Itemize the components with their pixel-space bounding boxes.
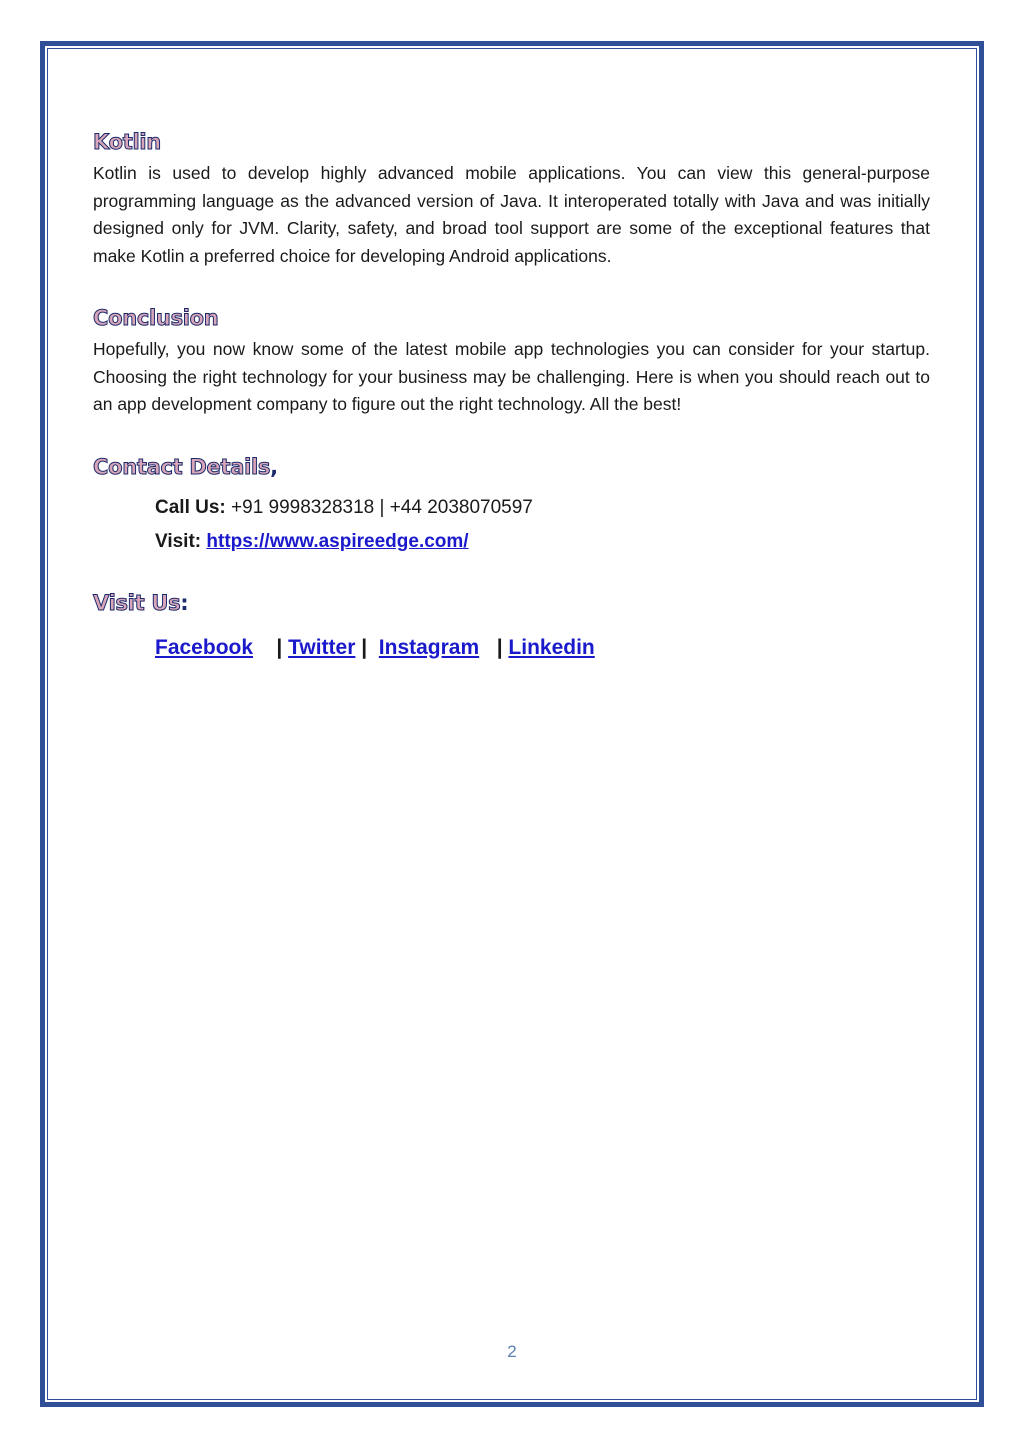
visit-us-section — [93, 589, 930, 663]
visit-label: Visit: — [155, 530, 202, 552]
visit-us-heading: Visit Us — [93, 590, 181, 615]
conclusion-paragraph: Hopefully, you now know some of the latest mobile app technologies you can consider for your startup. Choosing the right technology for your business may be challenging. Here is when you should reach out to an app development company to figure out the right technology. All the best! — [93, 339, 930, 414]
kotlin-section — [93, 128, 930, 270]
contact-block — [93, 491, 930, 559]
website-link[interactable]: https://www.aspireedge.com/ — [206, 530, 469, 552]
call-us-label: Call Us: — [155, 496, 226, 518]
conclusion-section — [93, 304, 930, 419]
contact-heading: Contact Details — [93, 454, 271, 479]
call-us-line — [155, 491, 930, 525]
linkedin-link[interactable]: Linkedin — [508, 635, 595, 659]
page-number: 2 — [507, 1342, 517, 1361]
visit-line — [155, 525, 930, 559]
visit-us-heading-row — [93, 589, 930, 617]
separator: | — [276, 635, 283, 659]
separator: | — [496, 635, 503, 659]
separator: | — [361, 635, 368, 659]
contact-heading-row — [93, 453, 930, 481]
kotlin-paragraph: Kotlin is used to develop highly advanced mobile applications. You can view this general-purpose programming language as the advanced version of Java. It interoperated totally with Java and was initially designed only for JVM. Clarity, safety, and broad tool support are some of the exceptional features that make Kotlin a preferred choice for developing Android applications. — [93, 163, 930, 266]
conclusion-heading: Conclusion — [93, 306, 219, 330]
kotlin-heading: Kotlin — [93, 130, 161, 154]
social-links-row — [155, 633, 930, 663]
contact-heading-punct: , — [270, 454, 279, 479]
call-us-numbers: +91 9998328318 | +44 2038070597 — [225, 496, 533, 518]
page-content — [93, 128, 930, 663]
contact-section — [93, 453, 930, 559]
instagram-link[interactable]: Instagram — [378, 635, 480, 659]
visit-us-heading-punct: : — [180, 590, 189, 615]
twitter-link[interactable]: Twitter — [288, 635, 356, 659]
facebook-link[interactable]: Facebook — [155, 635, 254, 659]
